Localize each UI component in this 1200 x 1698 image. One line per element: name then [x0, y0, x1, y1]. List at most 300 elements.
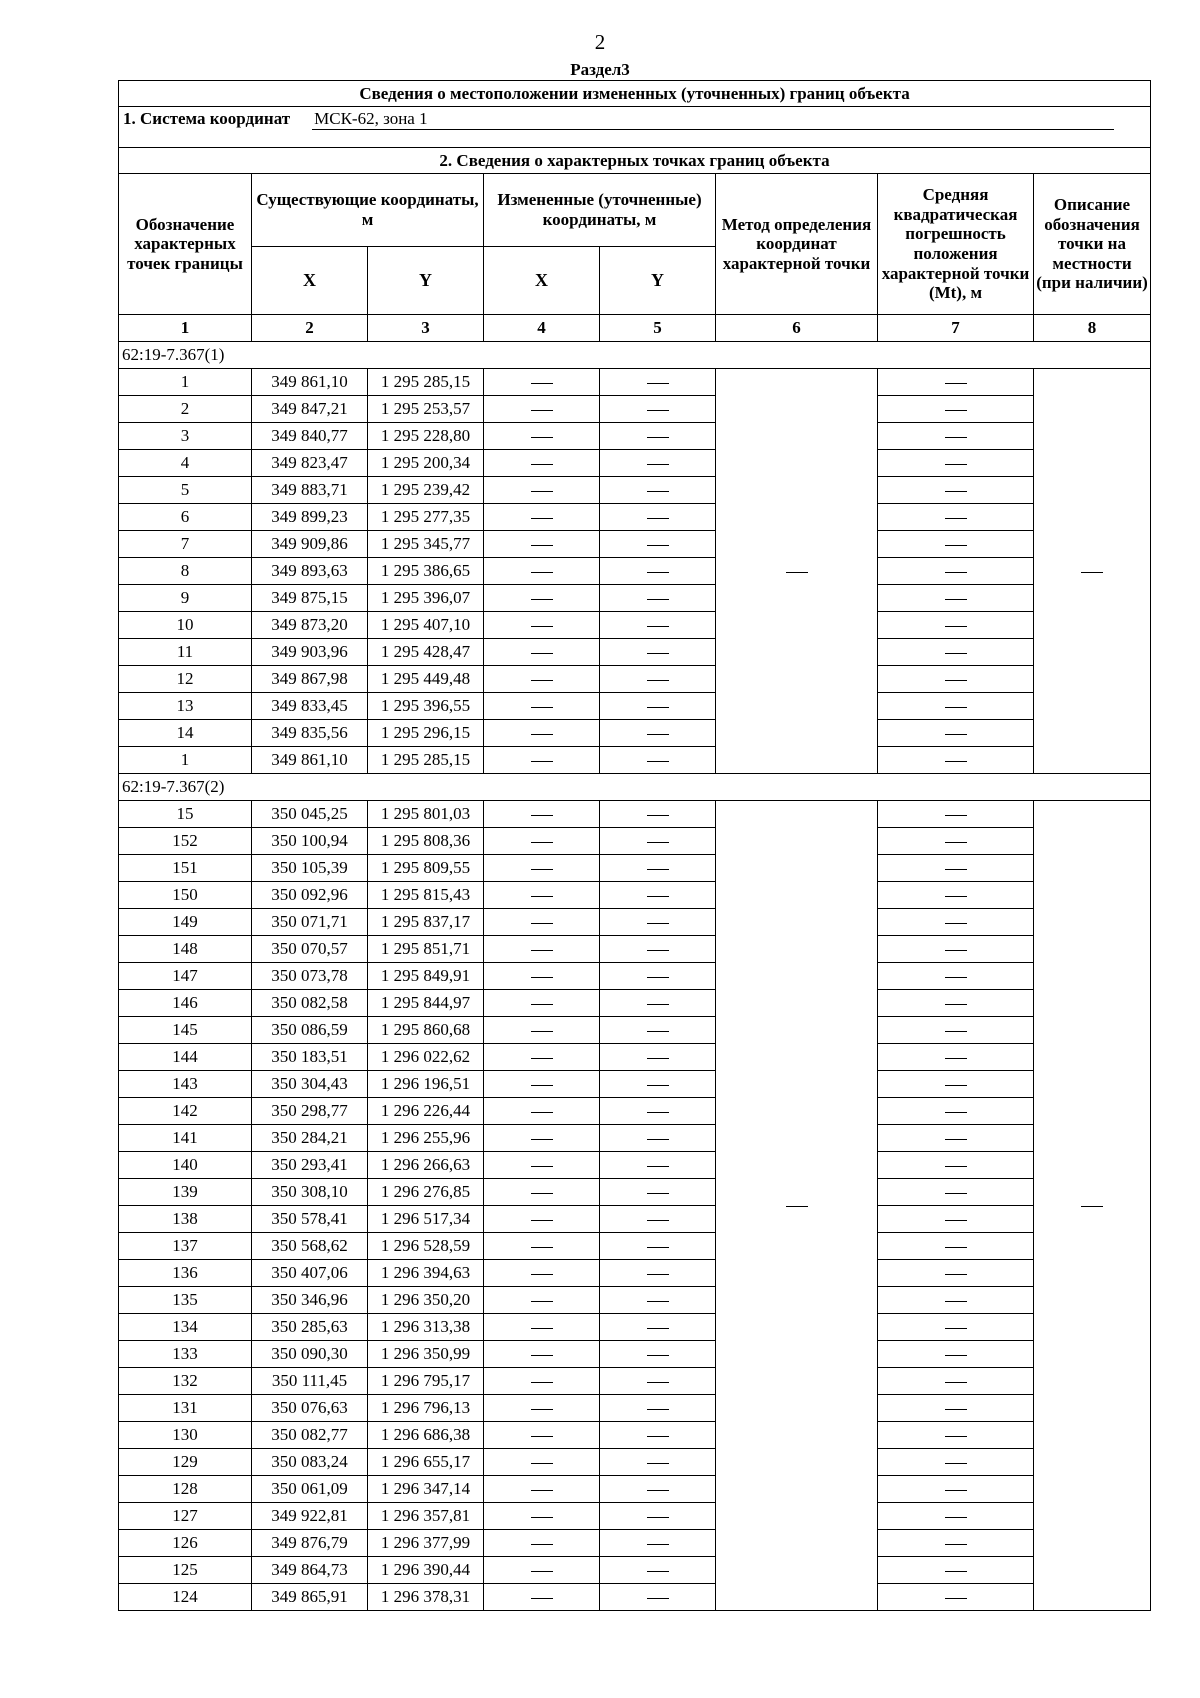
- changed-y: [600, 1044, 716, 1071]
- dash-mark: [647, 1409, 669, 1410]
- dash-mark: [945, 842, 967, 843]
- column-number: 2: [252, 315, 368, 342]
- error-cell: [878, 936, 1034, 963]
- dash-mark: [945, 1517, 967, 1518]
- table-row: [119, 531, 1151, 558]
- dash-mark: [945, 545, 967, 546]
- dash-mark: [786, 1206, 808, 1207]
- point-number: 133: [119, 1341, 252, 1368]
- point-number: 2: [119, 396, 252, 423]
- changed-y: [600, 369, 716, 396]
- existing-x: 349 909,86: [252, 531, 368, 558]
- existing-x: 349 865,91: [252, 1584, 368, 1611]
- dash-mark: [531, 1598, 553, 1599]
- changed-y: [600, 558, 716, 585]
- dash-mark: [531, 1544, 553, 1545]
- existing-y: 1 296 022,62: [368, 1044, 484, 1071]
- error-cell: [878, 1314, 1034, 1341]
- error-cell: [878, 1368, 1034, 1395]
- existing-y: 1 296 226,44: [368, 1098, 484, 1125]
- dash-mark: [945, 1382, 967, 1383]
- table-row: [119, 1503, 1151, 1530]
- dash-mark: [945, 977, 967, 978]
- changed-x: [484, 1341, 600, 1368]
- point-number: 7: [119, 531, 252, 558]
- existing-y: 1 296 655,17: [368, 1449, 484, 1476]
- dash-mark: [531, 599, 553, 600]
- changed-y: [600, 1476, 716, 1503]
- existing-y: 1 295 200,34: [368, 450, 484, 477]
- dash-mark: [945, 1328, 967, 1329]
- dash-mark: [945, 1193, 967, 1194]
- dash-mark: [945, 869, 967, 870]
- changed-x: [484, 639, 600, 666]
- changed-x: [484, 666, 600, 693]
- changed-x: [484, 1071, 600, 1098]
- existing-x: 350 073,78: [252, 963, 368, 990]
- existing-y: 1 296 266,63: [368, 1152, 484, 1179]
- error-cell: [878, 882, 1034, 909]
- table-row: [119, 1530, 1151, 1557]
- dash-mark: [531, 815, 553, 816]
- table-row: [119, 639, 1151, 666]
- existing-y: 1 295 844,97: [368, 990, 484, 1017]
- dash-mark: [945, 1598, 967, 1599]
- dash-mark: [945, 1112, 967, 1113]
- existing-y: 1 296 394,63: [368, 1260, 484, 1287]
- changed-x: [484, 855, 600, 882]
- table-row: [119, 612, 1151, 639]
- dash-mark: [531, 545, 553, 546]
- dash-mark: [945, 1085, 967, 1086]
- changed-y: [600, 1206, 716, 1233]
- dash-mark: [647, 1490, 669, 1491]
- changed-x: [484, 1179, 600, 1206]
- changed-x: [484, 531, 600, 558]
- error-cell: [878, 693, 1034, 720]
- changed-x: [484, 396, 600, 423]
- point-number: 147: [119, 963, 252, 990]
- point-number: 151: [119, 855, 252, 882]
- changed-y: [600, 855, 716, 882]
- dash-mark: [647, 491, 669, 492]
- dash-mark: [647, 1220, 669, 1221]
- changed-y: [600, 1017, 716, 1044]
- dash-mark: [945, 1220, 967, 1221]
- dash-mark: [531, 1247, 553, 1248]
- point-number: 134: [119, 1314, 252, 1341]
- existing-x: 350 578,41: [252, 1206, 368, 1233]
- point-number: 131: [119, 1395, 252, 1422]
- dash-mark: [531, 653, 553, 654]
- boundary-points-table: [118, 80, 1151, 1611]
- dash-mark: [786, 572, 808, 573]
- existing-x: 349 823,47: [252, 450, 368, 477]
- existing-y: 1 295 801,03: [368, 801, 484, 828]
- error-cell: [878, 1395, 1034, 1422]
- dash-mark: [647, 383, 669, 384]
- error-cell: [878, 1287, 1034, 1314]
- error-cell: [878, 1071, 1034, 1098]
- changed-y: [600, 612, 716, 639]
- table-row: [119, 1422, 1151, 1449]
- dash-mark: [531, 950, 553, 951]
- changed-x: [484, 612, 600, 639]
- existing-y: 1 296 795,17: [368, 1368, 484, 1395]
- table-row: [119, 801, 1151, 828]
- column-number: 8: [1034, 315, 1151, 342]
- changed-y: [600, 1341, 716, 1368]
- error-cell: [878, 1503, 1034, 1530]
- point-number: 6: [119, 504, 252, 531]
- dash-mark: [647, 842, 669, 843]
- error-cell: [878, 1530, 1034, 1557]
- dash-mark: [647, 572, 669, 573]
- table-row: [119, 1287, 1151, 1314]
- existing-x: 349 861,10: [252, 369, 368, 396]
- table-row: [119, 1071, 1151, 1098]
- existing-y: 1 295 239,42: [368, 477, 484, 504]
- existing-x: 349 876,79: [252, 1530, 368, 1557]
- existing-y: 1 295 396,07: [368, 585, 484, 612]
- table-row: [119, 1260, 1151, 1287]
- changed-x: [484, 558, 600, 585]
- table-row: [119, 1584, 1151, 1611]
- header-existing-coords: Существующие координаты, м: [252, 174, 484, 247]
- changed-x: [484, 828, 600, 855]
- changed-y: [600, 1557, 716, 1584]
- dash-mark: [945, 1139, 967, 1140]
- existing-x: 350 092,96: [252, 882, 368, 909]
- existing-x: 350 304,43: [252, 1071, 368, 1098]
- point-number: 10: [119, 612, 252, 639]
- point-number: 4: [119, 450, 252, 477]
- point-number: 14: [119, 720, 252, 747]
- changed-y: [600, 423, 716, 450]
- existing-x: 349 847,21: [252, 396, 368, 423]
- changed-x: [484, 1503, 600, 1530]
- changed-y: [600, 828, 716, 855]
- changed-y: [600, 1368, 716, 1395]
- error-cell: [878, 612, 1034, 639]
- changed-x: [484, 1152, 600, 1179]
- dash-mark: [531, 1382, 553, 1383]
- changed-y: [600, 639, 716, 666]
- changed-y: [600, 504, 716, 531]
- existing-x: 350 105,39: [252, 855, 368, 882]
- dash-mark: [945, 464, 967, 465]
- point-number: 128: [119, 1476, 252, 1503]
- changed-x: [484, 477, 600, 504]
- changed-y: [600, 1179, 716, 1206]
- existing-x: 349 899,23: [252, 504, 368, 531]
- table-row: [119, 990, 1151, 1017]
- existing-y: 1 296 196,51: [368, 1071, 484, 1098]
- dash-mark: [945, 1031, 967, 1032]
- point-number: 129: [119, 1449, 252, 1476]
- existing-x: 350 071,71: [252, 909, 368, 936]
- point-number: 144: [119, 1044, 252, 1071]
- existing-x: 349 873,20: [252, 612, 368, 639]
- existing-y: 1 296 377,99: [368, 1530, 484, 1557]
- dash-mark: [647, 518, 669, 519]
- existing-y: 1 295 285,15: [368, 747, 484, 774]
- dash-mark: [647, 437, 669, 438]
- coordinate-system-value: МСК-62, зона 1: [312, 109, 1114, 130]
- existing-y: 1 296 276,85: [368, 1179, 484, 1206]
- dash-mark: [647, 1112, 669, 1113]
- changed-x: [484, 585, 600, 612]
- error-cell: [878, 1206, 1034, 1233]
- error-cell: [878, 1017, 1034, 1044]
- existing-y: 1 296 350,99: [368, 1341, 484, 1368]
- error-cell: [878, 1233, 1034, 1260]
- dash-mark: [945, 1166, 967, 1167]
- dash-mark: [945, 950, 967, 951]
- existing-x: 349 835,56: [252, 720, 368, 747]
- point-number: 152: [119, 828, 252, 855]
- point-number: 137: [119, 1233, 252, 1260]
- changed-y: [600, 1530, 716, 1557]
- existing-x: 350 346,96: [252, 1287, 368, 1314]
- point-number: 8: [119, 558, 252, 585]
- changed-x: [484, 1314, 600, 1341]
- changed-x: [484, 450, 600, 477]
- dash-mark: [647, 1301, 669, 1302]
- point-number: 138: [119, 1206, 252, 1233]
- dash-mark: [945, 599, 967, 600]
- point-number: 145: [119, 1017, 252, 1044]
- table-row: [119, 396, 1151, 423]
- dash-mark: [945, 437, 967, 438]
- changed-y: [600, 1233, 716, 1260]
- error-cell: [878, 1557, 1034, 1584]
- changed-x: [484, 801, 600, 828]
- point-number: 3: [119, 423, 252, 450]
- dash-mark: [531, 1463, 553, 1464]
- dash-mark: [945, 1355, 967, 1356]
- dash-mark: [531, 464, 553, 465]
- dash-mark: [647, 761, 669, 762]
- parcel-label: 62:19-7.367(1): [119, 342, 1151, 369]
- parcel-label: 62:19-7.367(2): [119, 774, 1151, 801]
- existing-y: 1 296 517,34: [368, 1206, 484, 1233]
- error-cell: [878, 855, 1034, 882]
- dash-mark: [531, 1355, 553, 1356]
- dash-mark: [531, 680, 553, 681]
- dash-mark: [945, 1058, 967, 1059]
- changed-y: [600, 1395, 716, 1422]
- existing-x: 349 922,81: [252, 1503, 368, 1530]
- dash-mark: [945, 815, 967, 816]
- point-number: 127: [119, 1503, 252, 1530]
- dash-mark: [647, 680, 669, 681]
- existing-x: 349 883,71: [252, 477, 368, 504]
- existing-x: 349 861,10: [252, 747, 368, 774]
- existing-y: 1 295 345,77: [368, 531, 484, 558]
- error-cell: [878, 531, 1034, 558]
- point-number: 9: [119, 585, 252, 612]
- changed-y: [600, 666, 716, 693]
- dash-mark: [647, 464, 669, 465]
- dash-mark: [647, 1382, 669, 1383]
- point-number: 130: [119, 1422, 252, 1449]
- dash-mark: [647, 950, 669, 951]
- existing-x: 350 086,59: [252, 1017, 368, 1044]
- existing-y: 1 295 449,48: [368, 666, 484, 693]
- error-cell: [878, 1098, 1034, 1125]
- changed-x: [484, 1125, 600, 1152]
- point-number: 148: [119, 936, 252, 963]
- table-row: [119, 1314, 1151, 1341]
- table-row: [119, 369, 1151, 396]
- point-number: 146: [119, 990, 252, 1017]
- error-cell: [878, 1152, 1034, 1179]
- point-number: 149: [119, 909, 252, 936]
- existing-y: 1 295 386,65: [368, 558, 484, 585]
- dash-mark: [531, 1490, 553, 1491]
- changed-y: [600, 1422, 716, 1449]
- dash-mark: [647, 1598, 669, 1599]
- existing-x: 350 083,24: [252, 1449, 368, 1476]
- changed-x: [484, 1098, 600, 1125]
- error-cell: [878, 1584, 1034, 1611]
- dash-mark: [647, 1463, 669, 1464]
- table-row: [119, 720, 1151, 747]
- changed-x: [484, 1287, 600, 1314]
- point-number: 143: [119, 1071, 252, 1098]
- existing-y: 1 295 253,57: [368, 396, 484, 423]
- error-cell: [878, 450, 1034, 477]
- dash-mark: [647, 1436, 669, 1437]
- dash-mark: [531, 1274, 553, 1275]
- changed-x: [484, 747, 600, 774]
- existing-x: 350 407,06: [252, 1260, 368, 1287]
- existing-y: 1 296 357,81: [368, 1503, 484, 1530]
- changed-x: [484, 936, 600, 963]
- error-cell: [878, 1044, 1034, 1071]
- changed-x: [484, 369, 600, 396]
- error-cell: [878, 747, 1034, 774]
- table-row: [119, 963, 1151, 990]
- table-row: [119, 1044, 1151, 1071]
- changed-x: [484, 1260, 600, 1287]
- table-row: [119, 1557, 1151, 1584]
- existing-x: 350 061,09: [252, 1476, 368, 1503]
- existing-y: 1 295 277,35: [368, 504, 484, 531]
- changed-y: [600, 882, 716, 909]
- error-cell: [878, 666, 1034, 693]
- column-number: 7: [878, 315, 1034, 342]
- changed-x: [484, 504, 600, 531]
- point-number: 142: [119, 1098, 252, 1125]
- error-cell: [878, 801, 1034, 828]
- dash-mark: [945, 896, 967, 897]
- dash-mark: [647, 1571, 669, 1572]
- header-changed-x: X: [484, 247, 600, 315]
- changed-x: [484, 1368, 600, 1395]
- changed-y: [600, 1152, 716, 1179]
- changed-x: [484, 693, 600, 720]
- coordinate-system-row: [119, 107, 1151, 148]
- point-number: 1: [119, 369, 252, 396]
- existing-y: 1 296 390,44: [368, 1557, 484, 1584]
- table-row: [119, 1179, 1151, 1206]
- section-title: Раздел3: [570, 60, 630, 79]
- point-number: 13: [119, 693, 252, 720]
- error-cell: [878, 1449, 1034, 1476]
- existing-x: 350 076,63: [252, 1395, 368, 1422]
- dash-mark: [945, 1544, 967, 1545]
- header-designation: Обозначение характерных точек границы: [119, 174, 252, 315]
- dash-mark: [647, 1004, 669, 1005]
- table-row: [119, 585, 1151, 612]
- dash-mark: [647, 734, 669, 735]
- dash-mark: [531, 1571, 553, 1572]
- error-cell: [878, 1422, 1034, 1449]
- existing-x: 350 082,77: [252, 1422, 368, 1449]
- dash-mark: [647, 896, 669, 897]
- table-row: [119, 666, 1151, 693]
- dash-mark: [945, 734, 967, 735]
- dash-mark: [945, 1004, 967, 1005]
- changed-y: [600, 477, 716, 504]
- existing-x: 349 840,77: [252, 423, 368, 450]
- dash-mark: [647, 1193, 669, 1194]
- changed-y: [600, 1260, 716, 1287]
- error-cell: [878, 1125, 1034, 1152]
- page-number: 2: [594, 30, 606, 54]
- point-number: 139: [119, 1179, 252, 1206]
- dash-mark: [647, 1139, 669, 1140]
- column-number: 4: [484, 315, 600, 342]
- dash-mark: [945, 572, 967, 573]
- dash-mark: [647, 1058, 669, 1059]
- changed-x: [484, 1017, 600, 1044]
- changed-x: [484, 423, 600, 450]
- existing-y: 1 295 851,71: [368, 936, 484, 963]
- dash-mark: [647, 869, 669, 870]
- dash-mark: [647, 1544, 669, 1545]
- dash-mark: [531, 518, 553, 519]
- table-row: [119, 1395, 1151, 1422]
- error-cell: [878, 369, 1034, 396]
- point-number: 12: [119, 666, 252, 693]
- table-row: [119, 1152, 1151, 1179]
- dash-mark: [945, 1409, 967, 1410]
- changed-y: [600, 963, 716, 990]
- dash-mark: [945, 626, 967, 627]
- existing-x: 350 568,62: [252, 1233, 368, 1260]
- existing-x: 350 284,21: [252, 1125, 368, 1152]
- dash-mark: [647, 1166, 669, 1167]
- changed-y: [600, 1449, 716, 1476]
- dash-mark: [531, 734, 553, 735]
- dash-mark: [531, 1517, 553, 1518]
- dash-mark: [945, 923, 967, 924]
- changed-x: [484, 1476, 600, 1503]
- existing-y: 1 295 808,36: [368, 828, 484, 855]
- dash-mark: [945, 1463, 967, 1464]
- changed-x: [484, 1422, 600, 1449]
- dash-mark: [531, 1112, 553, 1113]
- table-row: [119, 423, 1151, 450]
- dash-mark: [945, 761, 967, 762]
- point-number: 141: [119, 1125, 252, 1152]
- dash-mark: [647, 1355, 669, 1356]
- existing-x: 350 111,45: [252, 1368, 368, 1395]
- existing-y: 1 295 837,17: [368, 909, 484, 936]
